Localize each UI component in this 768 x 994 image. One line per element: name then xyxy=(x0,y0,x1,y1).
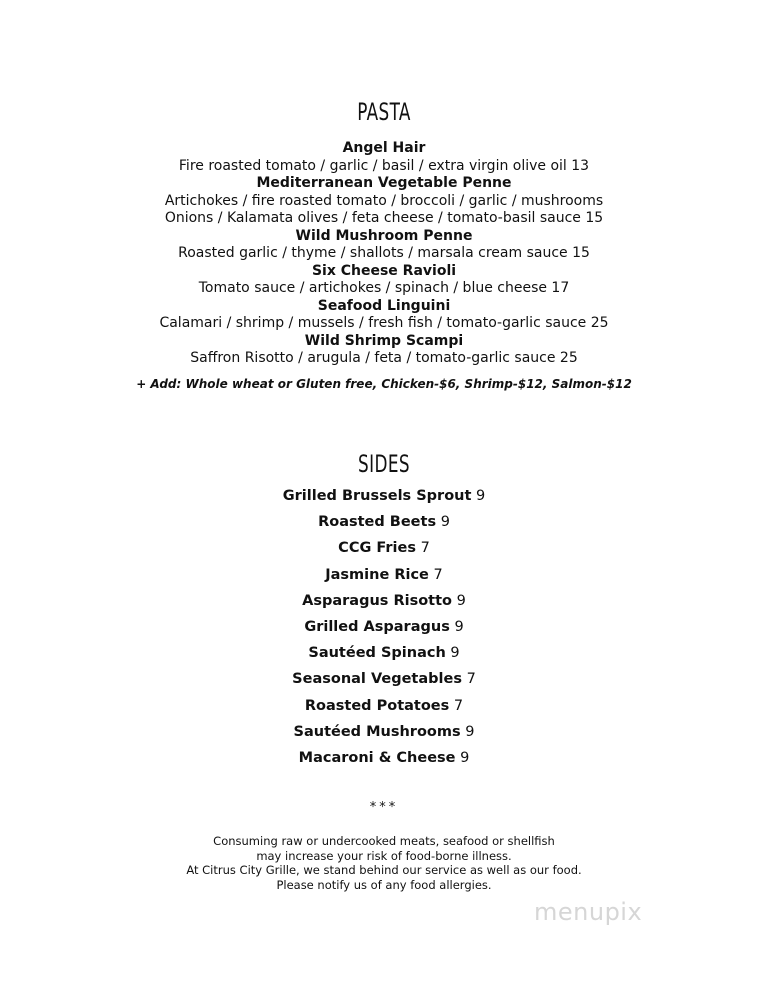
pasta-addon-note: + Add: Whole wheat or Gluten free, Chicken-$6, Shrimp-$12, Salmon-$12 xyxy=(136,377,632,391)
side-item xyxy=(0,565,768,591)
allergy-notice xyxy=(0,834,768,892)
pasta-item-name: Seafood Linguini xyxy=(317,297,451,314)
sides-title: SIDES xyxy=(358,450,410,478)
side-item-name: Grilled Brussels Sprout xyxy=(282,488,472,504)
pasta-item-angel-hair xyxy=(0,140,768,175)
pasta-item-name: Wild Shrimp Scampi xyxy=(304,332,464,349)
section-divider: *** xyxy=(369,800,399,815)
pasta-item-description: Roasted garlic / thyme / shallots / marsala cream sauce 15 xyxy=(178,245,590,261)
side-item xyxy=(0,617,768,643)
side-item xyxy=(0,538,768,564)
side-item xyxy=(0,722,768,748)
pasta-item-description: Fire roasted tomato / garlic / basil / extra virgin olive oil 13 xyxy=(178,157,590,174)
pasta-item-description: Saffron Risotto / arugula / feta / tomato-garlic sauce 25 xyxy=(190,350,578,366)
side-item-name: Seasonal Vegetables xyxy=(292,671,462,688)
side-item-name: Roasted Potatoes xyxy=(304,697,450,714)
pasta-list xyxy=(0,140,768,368)
pasta-item-six-cheese-ravioli xyxy=(0,263,768,298)
pasta-item-description: Onions / Kalamata olives / feta cheese / tomato-basil sauce 15 xyxy=(164,210,604,226)
pasta-title: PASTA xyxy=(357,98,411,126)
side-item-price: 9 xyxy=(465,723,475,740)
notice-line: may increase your risk of food-borne illness. xyxy=(256,848,512,863)
pasta-item-wild-mushroom-penne xyxy=(0,228,768,263)
menupix-watermark: menupix xyxy=(534,898,643,926)
pasta-item-name: Six Cheese Ravioli xyxy=(311,262,457,279)
sides-list xyxy=(0,486,768,774)
pasta-item-description: Artichokes / fire roasted tomato / broccoli / garlic / mushrooms xyxy=(164,192,604,209)
pasta-item-description: Calamari / shrimp / mussels / fresh fish / tomato-garlic sauce 25 xyxy=(159,315,609,331)
side-item xyxy=(0,486,768,512)
pasta-item-seafood-linguini xyxy=(0,298,768,333)
side-item-price: 7 xyxy=(433,566,443,583)
side-item-name: Jasmine Rice xyxy=(325,566,429,583)
side-item-price: 9 xyxy=(440,514,450,531)
side-item-name: Macaroni & Cheese xyxy=(298,749,456,766)
side-item-price: 9 xyxy=(456,592,466,609)
side-item-price: 9 xyxy=(476,488,486,504)
side-item-price: 7 xyxy=(453,697,464,714)
pasta-item-wild-shrimp-scampi xyxy=(0,333,768,368)
side-item-price: 7 xyxy=(466,671,476,688)
side-item xyxy=(0,669,768,695)
side-item-price: 9 xyxy=(450,645,460,662)
notice-line: At Citrus City Grille, we stand behind our service as well as our food. xyxy=(186,863,582,878)
notice-line: Consuming raw or undercooked meats, seafood or shellfish xyxy=(213,834,555,848)
side-item-name: Grilled Asparagus xyxy=(304,618,450,635)
side-item-name: Sautéed Mushrooms xyxy=(293,723,461,740)
side-item-price: 9 xyxy=(460,749,470,766)
side-item-price: 7 xyxy=(420,540,430,557)
side-item xyxy=(0,643,768,669)
pasta-item-name: Wild Mushroom Penne xyxy=(295,227,473,244)
pasta-item-name: Angel Hair xyxy=(342,140,426,156)
pasta-item-description: Tomato sauce / artichokes / spinach / blue cheese 17 xyxy=(198,280,570,296)
side-item xyxy=(0,512,768,538)
notice-line: Please notify us of any food allergies. xyxy=(276,877,492,892)
side-item xyxy=(0,748,768,774)
side-item-price: 9 xyxy=(454,618,464,635)
side-item-name: CCG Fries xyxy=(338,540,416,557)
side-item-name: Asparagus Risotto xyxy=(302,592,453,609)
side-item-name: Roasted Beets xyxy=(318,514,437,531)
side-item xyxy=(0,696,768,722)
side-item-name: Sautéed Spinach xyxy=(308,645,446,662)
pasta-item-name: Mediterranean Vegetable Penne xyxy=(256,175,512,191)
pasta-item-mediterranean-penne xyxy=(0,175,768,228)
side-item xyxy=(0,591,768,617)
